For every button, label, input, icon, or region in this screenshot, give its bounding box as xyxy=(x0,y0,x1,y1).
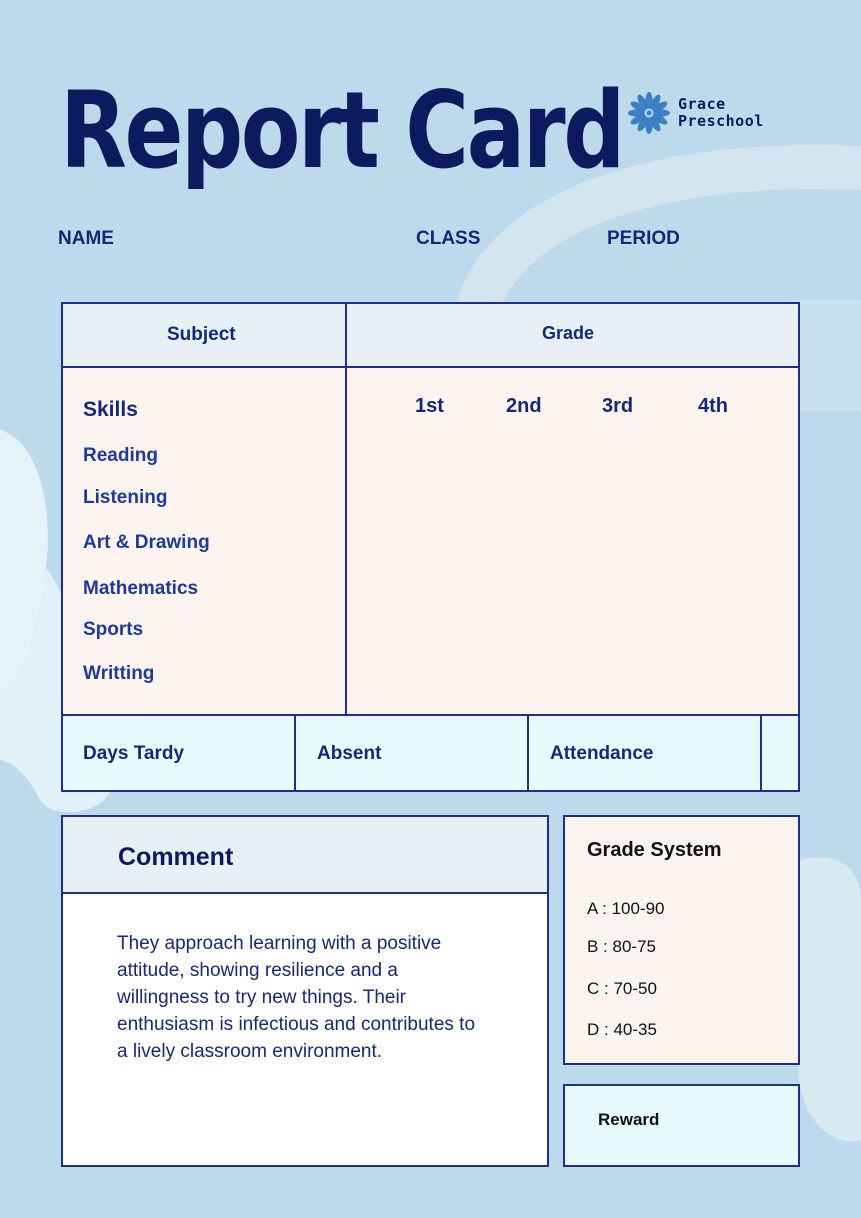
comment-box xyxy=(61,815,549,1167)
grade-system-title: Grade System xyxy=(587,839,722,861)
grade-c: C : 70-50 xyxy=(587,979,657,998)
term-1st: 1st xyxy=(415,395,444,417)
term-2nd: 2nd xyxy=(506,395,542,417)
absent-cell xyxy=(296,716,529,790)
grade-b: B : 80-75 xyxy=(587,937,656,956)
grades-table xyxy=(61,302,800,792)
grade-header-cell xyxy=(347,304,798,368)
grade-system-box xyxy=(563,815,800,1065)
name-label: NAME xyxy=(58,228,114,249)
subject-header-cell xyxy=(63,304,347,368)
absent-label: Absent xyxy=(317,743,382,764)
page-title: Report Card xyxy=(60,69,623,192)
flower-logo-icon xyxy=(626,90,672,136)
comment-body-cell xyxy=(63,894,547,1165)
subject-sports: Sports xyxy=(83,619,144,640)
school-logo xyxy=(626,90,764,136)
period-label: PERIOD xyxy=(607,228,680,249)
term-3rd: 3rd xyxy=(602,395,634,417)
reward-label: Reward xyxy=(598,1110,660,1129)
reward-box xyxy=(563,1084,800,1167)
days-tardy-label: Days Tardy xyxy=(83,743,185,764)
days-tardy-cell xyxy=(63,716,296,790)
subject-listening: Listening xyxy=(83,487,168,508)
attendance-cell xyxy=(529,716,762,790)
comment-header xyxy=(63,817,547,894)
grade-header: Grade xyxy=(542,323,595,343)
grades-cell xyxy=(347,368,798,716)
skills-label: Skills xyxy=(83,398,138,421)
class-label: CLASS xyxy=(416,228,481,249)
subject-writting: Writting xyxy=(83,663,155,684)
subject-mathematics: Mathematics xyxy=(83,578,199,599)
subject-header: Subject xyxy=(167,324,236,345)
subjects-cell xyxy=(63,368,347,716)
grade-a: A : 100-90 xyxy=(587,899,665,918)
attendance-label: Attendance xyxy=(550,743,654,764)
attendance-extra-cell xyxy=(762,716,798,790)
comment-title: Comment xyxy=(118,843,234,871)
school-name-line2: Preschool xyxy=(678,112,764,130)
subject-reading: Reading xyxy=(83,445,158,466)
school-name-line1: Grace xyxy=(678,95,726,113)
term-4th: 4th xyxy=(698,395,728,417)
comment-text: They approach learning with a positive attitude, showing resilience and a willingness to try new things. Their enthusiasm is infectious and contributes to a lively classroom environment. xyxy=(117,933,476,1062)
grade-d: D : 40-35 xyxy=(587,1020,657,1039)
subject-art-drawing: Art & Drawing xyxy=(83,532,210,553)
